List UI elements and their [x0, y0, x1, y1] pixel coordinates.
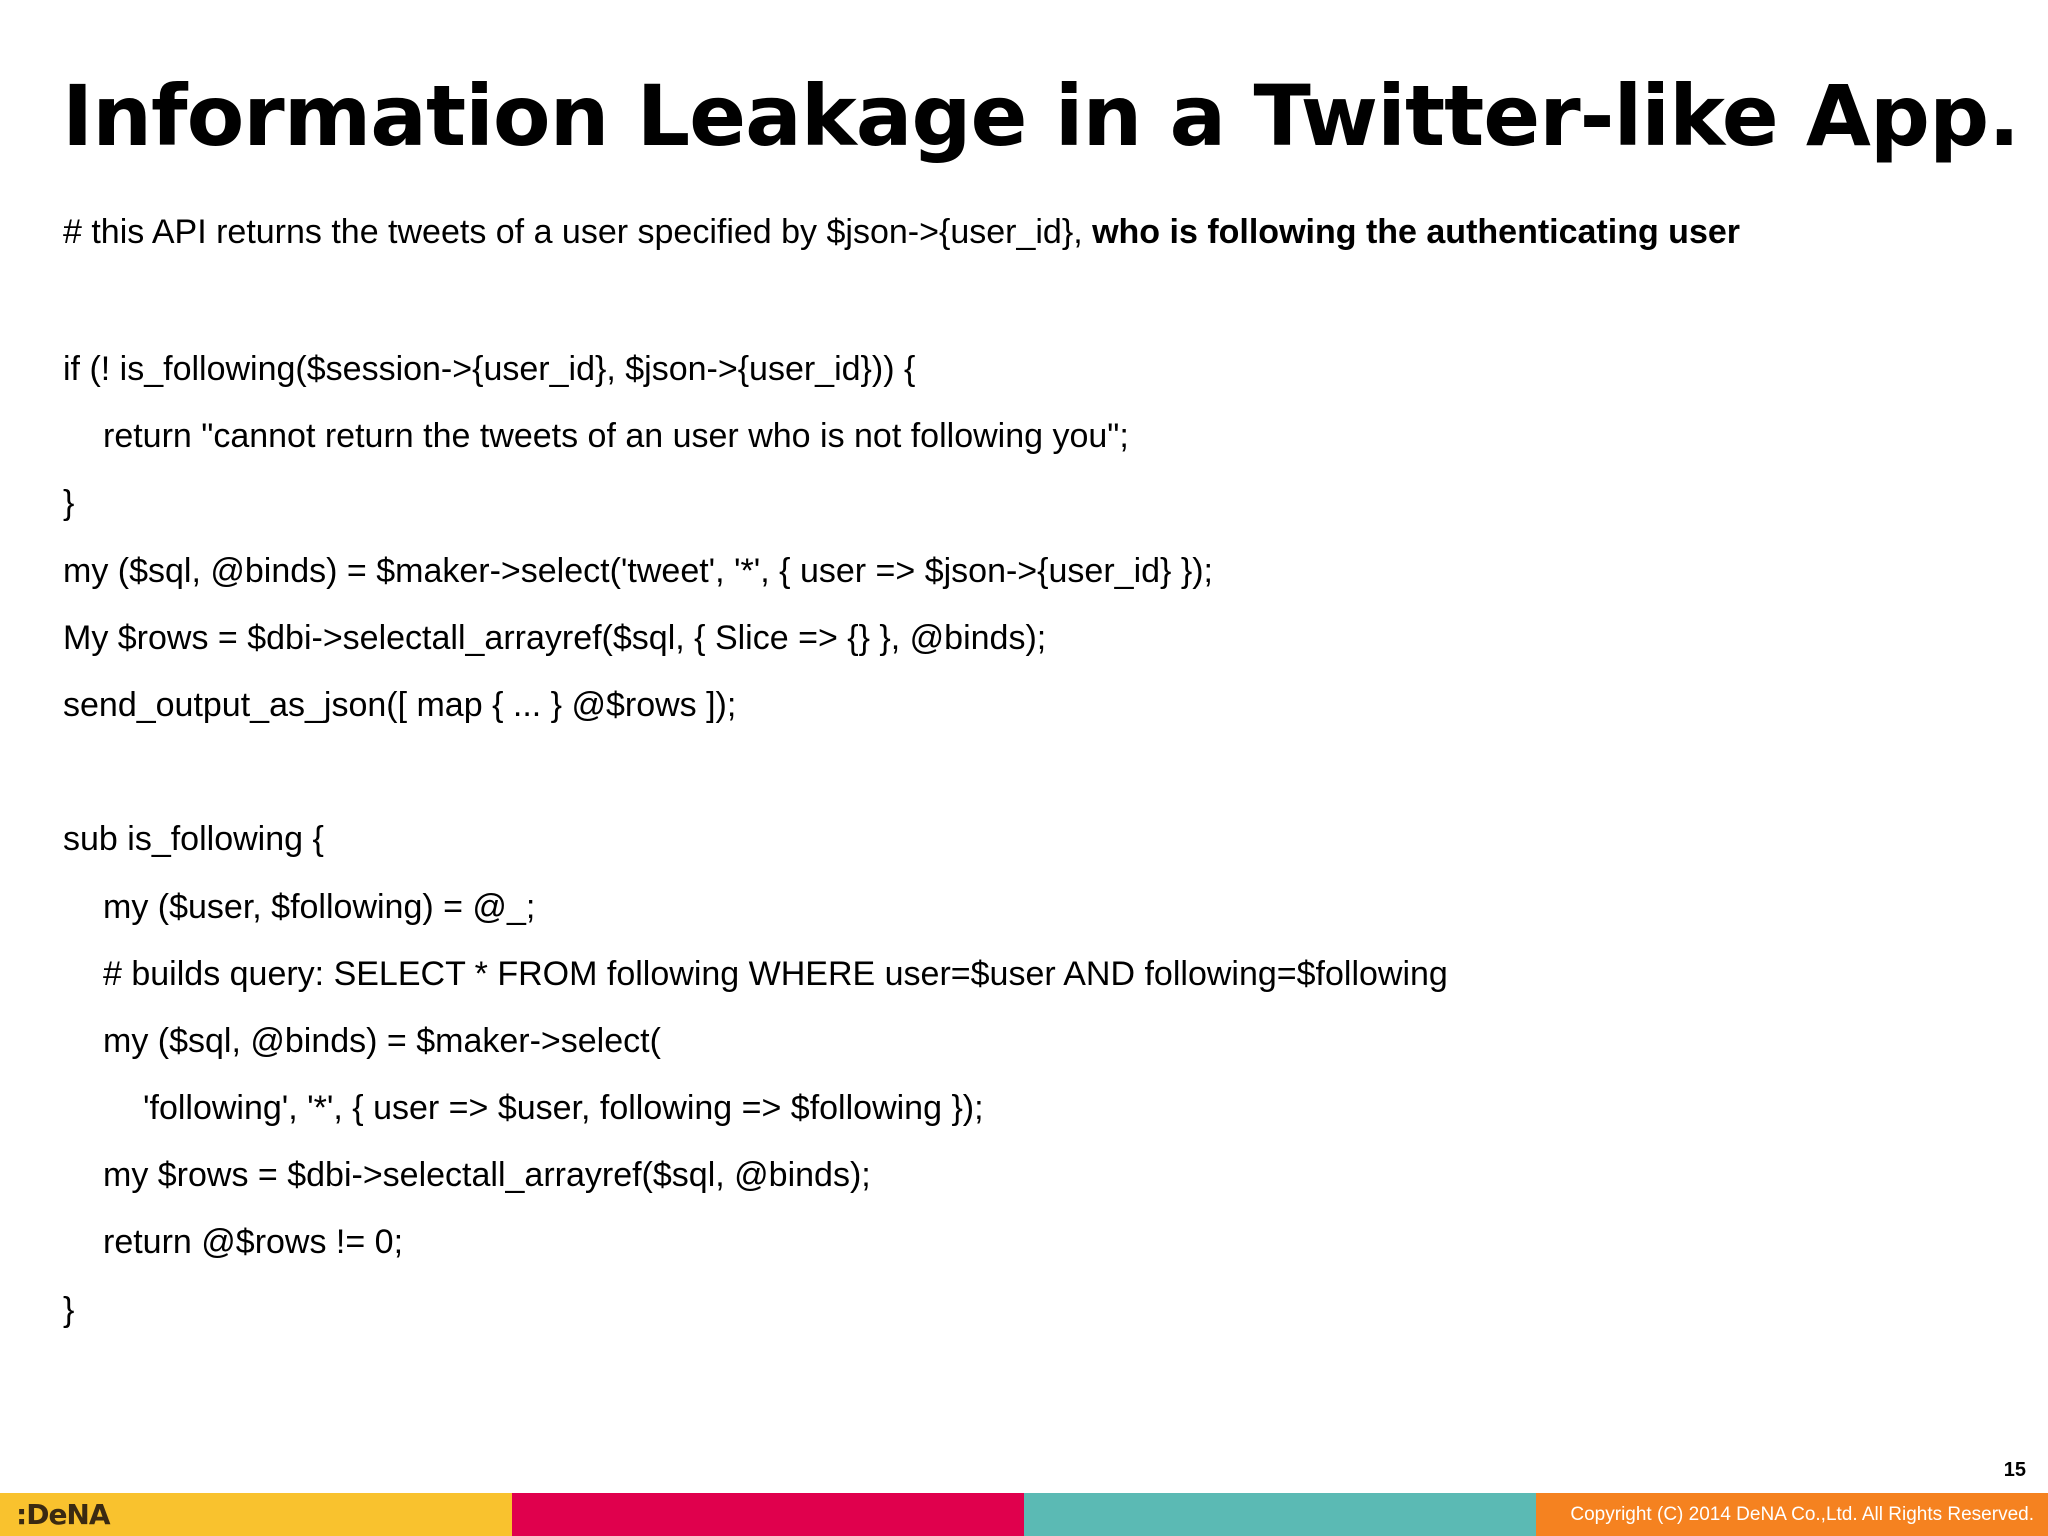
code-line: } [63, 1290, 75, 1329]
api-comment-text: # this API returns the tweets of a user specified by $json->{user_id}, [63, 213, 1093, 251]
code-line: send_output_as_json([ map { ... } @$rows ]); [63, 685, 737, 724]
code-line: my ($sql, @binds) = $maker->select( [103, 1021, 661, 1060]
code-line: my $rows = $dbi->selectall_arrayref($sql, @binds); [103, 1156, 871, 1195]
footer-band-orange [1536, 1493, 2048, 1536]
copyright-text: Copyright (C) 2014 DeNA Co.,Ltd. All Rights Reserved. [1570, 1504, 2034, 1525]
api-comment [63, 208, 1740, 256]
slide-title: Information Leakage in a Twitter-like App. [62, 67, 2020, 165]
footer-band-teal [1024, 1493, 1536, 1536]
code-line: # builds query: SELECT * FROM following WHERE user=$user AND following=$following [103, 954, 1448, 993]
page-number: 15 [2003, 1459, 2026, 1481]
footer-bar [0, 1493, 2048, 1536]
api-comment-emphasis: who is following the authenticating user [1092, 213, 1741, 251]
footer-band-magenta [512, 1493, 1024, 1536]
footer-band-yellow [0, 1493, 512, 1536]
code-line: if (! is_following($session->{user_id}, $json->{user_id})) { [63, 350, 916, 388]
code-line: return @$rows != 0; [103, 1223, 404, 1262]
code-block [63, 336, 1448, 1344]
dena-logo: :DeNA [16, 1498, 110, 1531]
code-line: my ($user, $following) = @_; [103, 887, 536, 926]
code-line: my ($sql, @binds) = $maker->select('tweet', '*', { user => $json->{user_id} }); [63, 551, 1213, 590]
code-line: sub is_following { [63, 820, 324, 859]
code-line: 'following', '*', { user => $user, following => $following }); [143, 1089, 984, 1128]
code-line: return "cannot return the tweets of an user who is not following you"; [103, 417, 1129, 456]
code-line-blank [63, 739, 1448, 806]
code-line: My $rows = $dbi->selectall_arrayref($sql, { Slice => {} }, @binds); [63, 618, 1047, 657]
code-line: } [63, 484, 75, 523]
